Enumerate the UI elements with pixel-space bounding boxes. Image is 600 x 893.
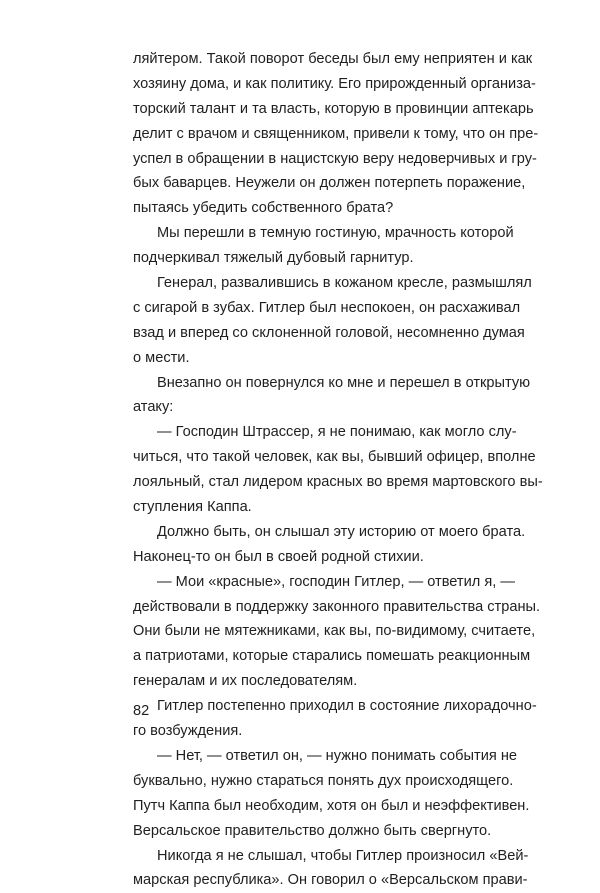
text-line: а патриотами, которые старались помешать реакционным [133, 648, 531, 665]
text-line: торский талант и та власть, которую в провинции аптекарь [133, 100, 534, 117]
text-line: Путч Каппа был необходим, хотя он был и неэффективен. [133, 797, 530, 814]
text-line: Должно быть, он слышал эту историю от моего брата. [157, 523, 526, 540]
text-line: хозяину дома, и как политику. Его прирожденный организа- [133, 75, 536, 92]
text-line: успел в обращении в нацистскую веру недоверчивых и гру- [133, 150, 537, 167]
text-line: — Господин Штрассер, я не понимаю, как могло слу- [157, 424, 517, 441]
text-line: Внезапно он повернулся ко мне и перешел в открытую [157, 374, 531, 391]
body-text [133, 47, 543, 893]
text-line: Версальское правительство должно быть свергнуто. [133, 822, 492, 839]
text-line: Генерал, развалившись в кожаном кресле, размышлял [157, 275, 532, 292]
page-number: 82 [133, 703, 150, 719]
text-line: Гитлер постепенно приходил в состояние лихорадочно- [157, 698, 537, 715]
text-line: ляйтером. Такой поворот беседы был ему неприятен и как [133, 51, 533, 67]
text-line: Мы перешли в темную гостиную, мрачность которой [157, 225, 514, 242]
text-line: — Нет, — ответил он, — нужно понимать события не [157, 747, 517, 764]
text-line: Наконец-то он был в своей родной стихии. [133, 548, 424, 565]
text-line: пытаясь убедить собственного брата? [133, 200, 394, 217]
text-line: бых баварцев. Неужели он должен потерпеть поражение, [133, 175, 526, 192]
text-line: с сигарой в зубах. Гитлер был неспокоен, он расхаживал [133, 299, 521, 316]
text-line: го возбуждения. [133, 723, 243, 740]
text-line: читься, что такой человек, как вы, бывший офицер, вполне [133, 449, 536, 466]
text-line: атаку: [133, 399, 174, 416]
text-line: действовали в поддержку законного правительства страны. [133, 598, 541, 615]
text-line: о мести. [133, 349, 190, 366]
text-line: буквально, нужно стараться понять дух происходящего. [133, 772, 514, 789]
text-line: Они были не мятежниками, как вы, по-видимому, считаете, [133, 623, 536, 640]
text-line: подчеркивал тяжелый дубовый гарнитур. [133, 250, 414, 267]
text-line: марская республика». Он говорил о «Версальском прави- [133, 872, 528, 889]
text-line: лояльный, стал лидером красных во время мартовского вы- [133, 474, 543, 491]
text-line: — Мои «красные», господин Гитлер, — ответил я, — [157, 573, 515, 590]
text-line: ступления Каппа. [133, 499, 252, 516]
text-line: взад и вперед со склоненной головой, несомненно думая [133, 324, 525, 341]
text-line: Никогда я не слышал, чтобы Гитлер произносил «Вей- [157, 847, 529, 864]
text-line: генералам и их последователям. [133, 673, 358, 690]
text-line: делит с врачом и священником, привели к тому, что он пре- [133, 125, 539, 142]
